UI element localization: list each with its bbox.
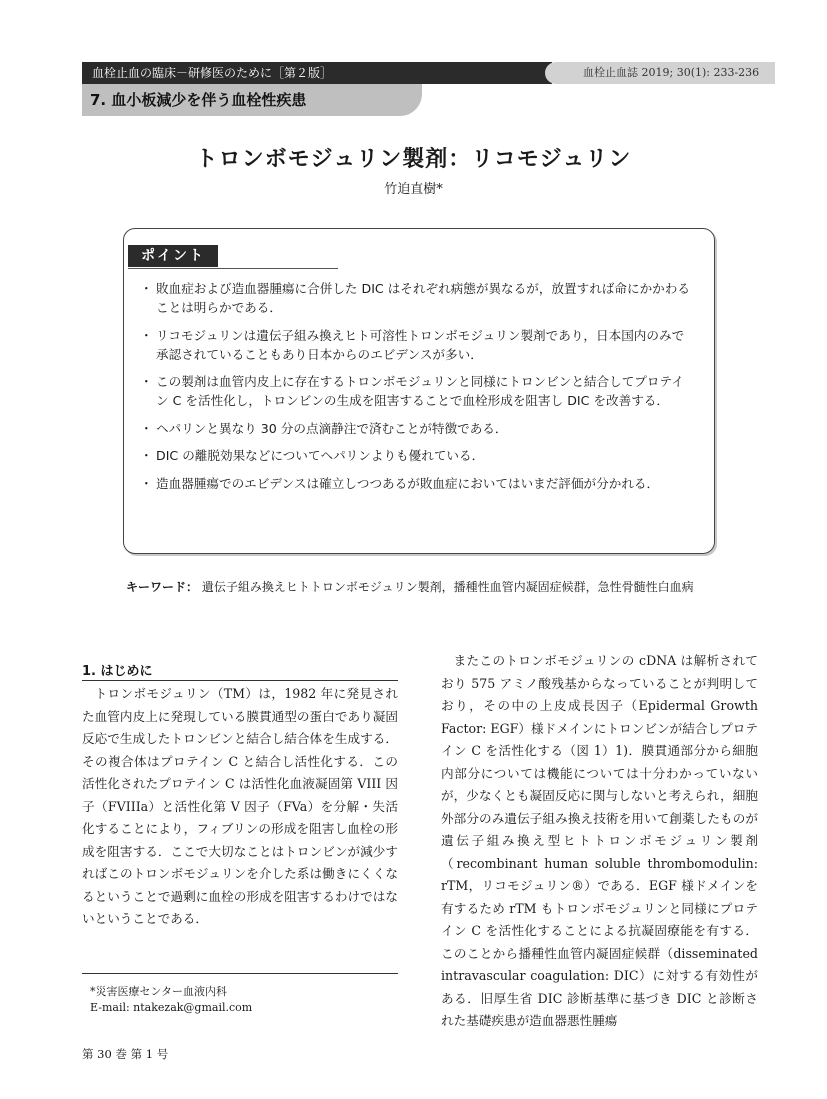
point-item: ・ リコモジュリンは遺伝子組み換えヒト可溶性トロンボモジュリン製剤であり，日本国内のみで承認されていることもあり日本からのエビデンスが多い． [142, 326, 696, 364]
points-list [142, 279, 696, 501]
article-author: 竹迫直樹* [384, 182, 443, 197]
journal-citation-tab [545, 62, 775, 84]
section-header-bar [82, 84, 422, 116]
section-title: 7. 血小板減少を伴う血栓性疾患 [90, 91, 307, 109]
page-footer-volume: 第 30 巻 第 1 号 [82, 1047, 169, 1061]
points-label: ポイント [128, 245, 218, 267]
left-column [82, 683, 398, 931]
footnote-rule [82, 973, 398, 974]
intro-paragraph: トロンボモジュリン（TM）は，1982 年に発見された血管内皮上に発現している膜貫通型の蛋白であり凝固反応で生成したトロンビンと結合し結合体を生成する．その複合体はプロテイン C と結合し活性化する．この活性化されたプロテイン C は活性化血液凝固第 VIII 因子（FVIIIa）と活性化第 V 因子（FVa）を分解・失活化することにより，フィブリンの形成を阻害し血栓の形成を阻害する．ここで大切なことはトロンビンが減少すればこのトロンボモジュリンを介した系は働きにくくなるということで過剰に血栓の形成を阻害するわけではないということである． [82, 686, 398, 926]
journal-citation: 血栓止血誌 2019; 30(1): 233-236 [583, 66, 760, 79]
article-title: トロンボモジュリン製剤：リコモジュリン [195, 147, 632, 172]
intro-heading: 1. はじめに [82, 664, 153, 679]
series-title: 血栓止血の臨床－研修医のために［第２版］ [92, 66, 333, 80]
keywords-text: 遺伝子組み換えヒトトロンボモジュリン製剤，播種性血管内凝固症候群，急性骨髄性白血病 [201, 580, 694, 594]
body-paragraph: またこのトロンボモジュリンの cDNA は解析されており 575 アミノ酸残基からなっていることが判明しており，その中の上皮成長因子（Epidermal Growth Factor: EGF）様ドメインにトロンビンが結合しプロテイン C を活性化する（図 1）1)．膜貫通部分から細胞内部分については機能については十分わかっていないが，少なくとも凝固反応に関与しないと考えられ，細胞外部分のみ遺伝子組み換え技術を用いて創薬したものが遺伝子組み換え型ヒトトロンボモジュリン製剤（recombinant human soluble thrombomodulin: rTM，リコモジュリン®）である．EGF 様ドメインを有するため rTM もトロンボモジュリンと同様にプロテイン C を活性化することによる抗凝固療能を有する．このことから播種性血管内凝固症候群（disseminated intravascular coagulation: DIC）に対する有効性がある．旧厚生省 DIC 診断基準に基づき DIC と診断された基礎疾患が造血器悪性腫瘍 [441, 653, 758, 1028]
right-column [441, 650, 758, 1033]
footnote-email: E-mail: ntakezak@gmail.com [90, 1001, 253, 1014]
footnote [90, 984, 252, 1016]
point-item: ・ 造血器腫瘍でのエビデンスは確立しつつあるが敗血症においてはいまだ評価が分かれる． [142, 474, 696, 493]
point-item: ・ この製剤は血管内皮上に存在するトロンボモジュリンと同様にトロンビンと結合してプロテイン C を活性化し，トロンビンの生成を阻害することで血栓形成を阻害し DIC を改善する． [142, 372, 696, 410]
points-label-divider [128, 268, 338, 269]
keywords-line [126, 578, 726, 595]
point-item: ・ DIC の離脱効果などについてヘパリンよりも優れている． [142, 446, 696, 465]
keywords-label: キーワード： [126, 580, 199, 594]
point-item: ・ 敗血症および造血器腫瘍に合併した DIC はそれぞれ病態が異なるが，放置すれば命にかかわることは明らかである． [142, 279, 696, 317]
point-item: ・ ヘパリンと異なり 30 分の点滴静注で済むことが特徴である． [142, 419, 696, 438]
intro-heading-rule [82, 680, 398, 681]
points-box [123, 228, 715, 554]
footnote-affiliation: *災害医療センター血液内科 [90, 985, 228, 998]
series-header-bar [82, 62, 552, 84]
